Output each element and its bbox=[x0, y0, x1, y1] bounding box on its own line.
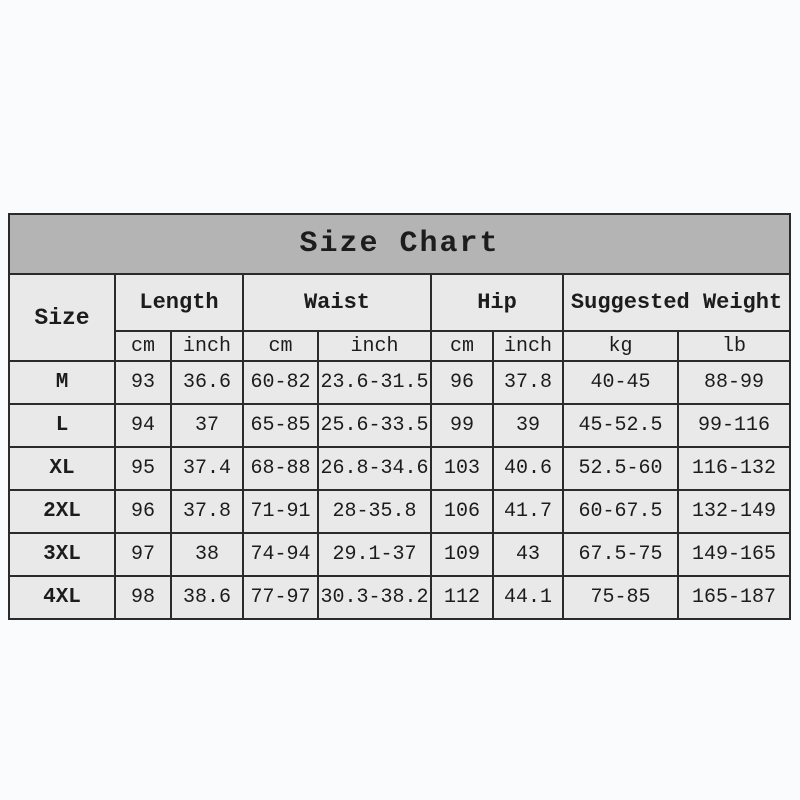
cell-hip-inch: 37.8 bbox=[493, 361, 563, 404]
cell-length-cm: 95 bbox=[115, 447, 171, 490]
subheader-length-inch: inch bbox=[171, 331, 243, 361]
cell-weight-kg: 45-52.5 bbox=[563, 404, 678, 447]
cell-hip-cm: 96 bbox=[431, 361, 493, 404]
cell-length-cm: 94 bbox=[115, 404, 171, 447]
sub-header-row bbox=[9, 331, 790, 361]
cell-hip-inch: 40.6 bbox=[493, 447, 563, 490]
cell-weight-lb: 132-149 bbox=[678, 490, 790, 533]
table-row-2xl bbox=[9, 490, 790, 533]
table-title: Size Chart bbox=[9, 214, 790, 274]
cell-weight-kg: 40-45 bbox=[563, 361, 678, 404]
cell-waist-inch: 25.6-33.5 bbox=[318, 404, 431, 447]
table-row-m bbox=[9, 361, 790, 404]
cell-waist-cm: 68-88 bbox=[243, 447, 318, 490]
cell-waist-cm: 71-91 bbox=[243, 490, 318, 533]
col-header-waist: Waist bbox=[243, 274, 431, 331]
cell-length-inch: 37.4 bbox=[171, 447, 243, 490]
cell-hip-inch: 39 bbox=[493, 404, 563, 447]
cell-length-cm: 98 bbox=[115, 576, 171, 619]
cell-length-inch: 37 bbox=[171, 404, 243, 447]
cell-weight-kg: 75-85 bbox=[563, 576, 678, 619]
cell-length-inch: 38 bbox=[171, 533, 243, 576]
cell-waist-inch: 29.1-37 bbox=[318, 533, 431, 576]
cell-waist-inch: 26.8-34.6 bbox=[318, 447, 431, 490]
col-header-hip: Hip bbox=[431, 274, 563, 331]
col-header-suggested-weight: Suggested Weight bbox=[563, 274, 790, 331]
cell-weight-kg: 52.5-60 bbox=[563, 447, 678, 490]
cell-waist-inch: 30.3-38.2 bbox=[318, 576, 431, 619]
cell-size: XL bbox=[9, 447, 115, 490]
cell-hip-cm: 103 bbox=[431, 447, 493, 490]
group-header-row bbox=[9, 274, 790, 331]
col-header-length: Length bbox=[115, 274, 243, 331]
cell-length-inch: 36.6 bbox=[171, 361, 243, 404]
cell-hip-cm: 106 bbox=[431, 490, 493, 533]
cell-waist-cm: 74-94 bbox=[243, 533, 318, 576]
cell-hip-cm: 109 bbox=[431, 533, 493, 576]
cell-weight-lb: 99-116 bbox=[678, 404, 790, 447]
cell-waist-inch: 23.6-31.5 bbox=[318, 361, 431, 404]
cell-size: M bbox=[9, 361, 115, 404]
cell-weight-lb: 116-132 bbox=[678, 447, 790, 490]
subheader-waist-inch: inch bbox=[318, 331, 431, 361]
cell-length-cm: 93 bbox=[115, 361, 171, 404]
subheader-waist-cm: cm bbox=[243, 331, 318, 361]
cell-length-cm: 97 bbox=[115, 533, 171, 576]
cell-weight-lb: 165-187 bbox=[678, 576, 790, 619]
cell-length-inch: 37.8 bbox=[171, 490, 243, 533]
cell-hip-inch: 41.7 bbox=[493, 490, 563, 533]
cell-hip-cm: 112 bbox=[431, 576, 493, 619]
cell-waist-inch: 28-35.8 bbox=[318, 490, 431, 533]
subheader-weight-lb: lb bbox=[678, 331, 790, 361]
cell-size: 3XL bbox=[9, 533, 115, 576]
table-row-3xl bbox=[9, 533, 790, 576]
cell-hip-inch: 43 bbox=[493, 533, 563, 576]
title-row bbox=[9, 214, 790, 274]
cell-waist-cm: 77-97 bbox=[243, 576, 318, 619]
table-row-xl bbox=[9, 447, 790, 490]
cell-hip-cm: 99 bbox=[431, 404, 493, 447]
subheader-length-cm: cm bbox=[115, 331, 171, 361]
subheader-weight-kg: kg bbox=[563, 331, 678, 361]
cell-waist-cm: 65-85 bbox=[243, 404, 318, 447]
col-header-size: Size bbox=[9, 274, 115, 361]
cell-weight-kg: 60-67.5 bbox=[563, 490, 678, 533]
cell-waist-cm: 60-82 bbox=[243, 361, 318, 404]
cell-weight-lb: 149-165 bbox=[678, 533, 790, 576]
cell-length-inch: 38.6 bbox=[171, 576, 243, 619]
subheader-hip-cm: cm bbox=[431, 331, 493, 361]
cell-hip-inch: 44.1 bbox=[493, 576, 563, 619]
cell-size: L bbox=[9, 404, 115, 447]
table-row-l bbox=[9, 404, 790, 447]
cell-weight-lb: 88-99 bbox=[678, 361, 790, 404]
cell-size: 4XL bbox=[9, 576, 115, 619]
subheader-hip-inch: inch bbox=[493, 331, 563, 361]
size-chart-table bbox=[8, 213, 791, 620]
cell-weight-kg: 67.5-75 bbox=[563, 533, 678, 576]
cell-length-cm: 96 bbox=[115, 490, 171, 533]
cell-size: 2XL bbox=[9, 490, 115, 533]
table-row-4xl bbox=[9, 576, 790, 619]
